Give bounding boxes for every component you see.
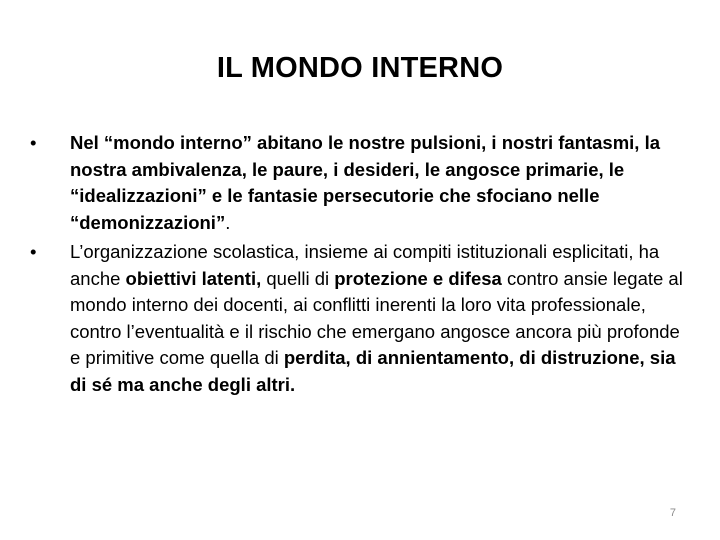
bullet-dot: • bbox=[30, 132, 37, 153]
bold-text: protezione e difesa bbox=[334, 267, 502, 289]
text-segment: quelli di bbox=[261, 267, 335, 289]
text-segment: . bbox=[225, 211, 231, 233]
bullet-item bbox=[30, 239, 694, 398]
bullet-dot: • bbox=[30, 241, 37, 262]
bullet-text bbox=[70, 241, 683, 395]
bullet-item bbox=[30, 130, 694, 236]
bullet-text bbox=[70, 132, 660, 233]
bold-text: perdita, di annientamento, di distruzione, sia di sé ma anche degli altri. bbox=[70, 347, 676, 395]
bullet-list bbox=[30, 130, 694, 398]
page-number: 7 bbox=[669, 507, 676, 519]
bold-text: obiettivi latenti, bbox=[125, 267, 262, 289]
bold-text: Nel “mondo interno” abitano le nostre pulsioni, i nostri fantasmi, la nostra ambivalenza, le paure, i desideri, le angosce primarie, le “idealizzazioni” e le fantasie persecutorie che sfociano nelle “demonizzazioni” bbox=[70, 132, 661, 233]
slide-title: IL MONDO INTERNO bbox=[216, 52, 504, 84]
text-segment: L’organizzazione scolastica, insieme ai compiti istituzionali esplicitati, ha anche bbox=[70, 241, 660, 289]
text-segment: contro ansie legate al mondo interno dei docenti, ai conflitti inerenti la loro vita professionale, contro l’eventualità e il rischio che emergano angosce ancora più profonde e primitive come quella di bbox=[70, 267, 683, 368]
